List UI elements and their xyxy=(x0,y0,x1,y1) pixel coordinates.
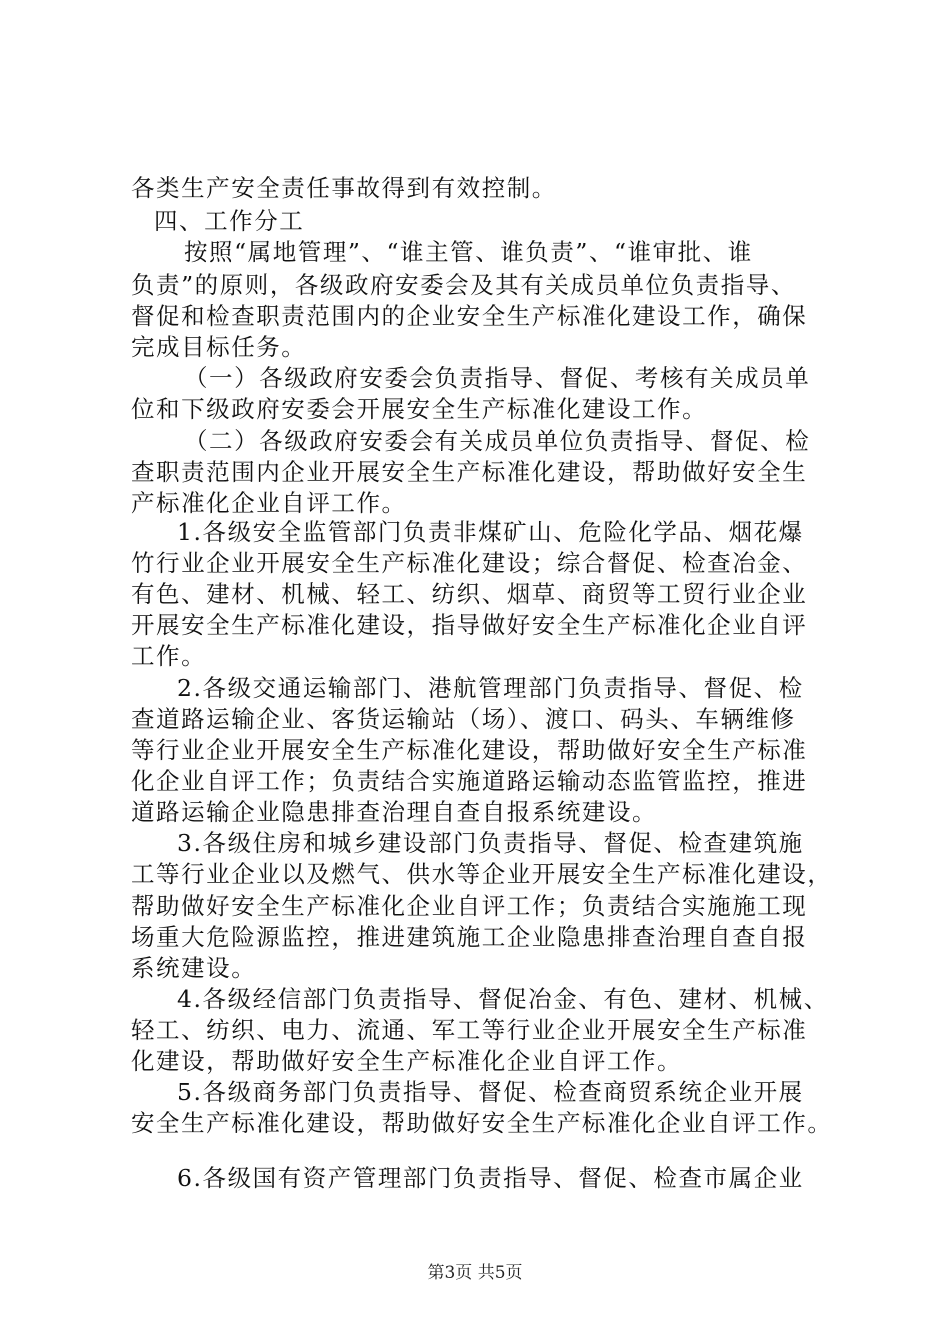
body-text-line: 场重大危险源监控，推进建筑施工企业隐患排查治理自查自报 xyxy=(131,923,808,951)
body-text-line: 产标准化企业自评工作。 xyxy=(131,489,407,517)
section-heading: 四、工作分工 xyxy=(154,207,305,235)
body-text-line: 6.各级国有资产管理部门负责指导、督促、检查市属企业 xyxy=(177,1164,804,1192)
body-text-line: 1.各级安全监管部门负责非煤矿山、危险化学品、烟花爆 xyxy=(177,518,804,546)
body-text-line: 化建设，帮助做好安全生产标准化企业自评工作。 xyxy=(131,1047,683,1075)
body-text-line: 道路运输企业隐患排查治理自查自报系统建设。 xyxy=(131,798,658,826)
body-text-line: 4.各级经信部门负责指导、督促冶金、有色、建材、机械、 xyxy=(177,985,829,1013)
body-text-line: 竹行业企业开展安全生产标准化建设；综合督促、检查冶金、 xyxy=(131,549,808,577)
body-text-line: （二）各级政府安委会有关成员单位负责指导、督促、检 xyxy=(184,427,811,455)
body-text-line: 有色、建材、机械、轻工、纺织、烟草、商贸等工贸行业企业 xyxy=(131,580,808,608)
body-text-line: 工等行业企业以及燃气、供水等企业开展安全生产标准化建设， xyxy=(131,860,833,888)
body-text-line: （一）各级政府安委会负责指导、督促、考核有关成员单 xyxy=(184,364,811,392)
body-text-line: 按照“属地管理”、“谁主管、谁负责”、“谁审批、谁 xyxy=(184,238,753,266)
body-text-line: 3.各级住房和城乡建设部门负责指导、督促、检查建筑施 xyxy=(177,829,804,857)
body-text-line: 系统建设。 xyxy=(131,954,257,982)
body-text-line: 开展安全生产标准化建设，指导做好安全生产标准化企业自评 xyxy=(131,611,808,639)
body-text-line: 负责”的原则，各级政府安委会及其有关成员单位负责指导、 xyxy=(131,271,796,299)
body-text-line: 安全生产标准化建设，帮助做好安全生产标准化企业自评工作。 xyxy=(131,1109,833,1137)
body-text-line: 查职责范围内企业开展安全生产标准化建设，帮助做好安全生 xyxy=(131,458,808,486)
body-text-line: 工作。 xyxy=(131,642,207,670)
body-text-line: 5.各级商务部门负责指导、督促、检查商贸系统企业开展 xyxy=(177,1078,804,1106)
body-text-line: 化企业自评工作；负责结合实施道路运输动态监管监控，推进 xyxy=(131,767,808,795)
body-text-line: 2.各级交通运输部门、港航管理部门负责指导、督促、检 xyxy=(177,674,804,702)
body-text-line: 等行业企业开展安全生产标准化建设，帮助做好安全生产标准 xyxy=(131,736,808,764)
body-text-line: 完成目标任务。 xyxy=(131,333,307,361)
page-number-footer: 第3页 共5页 xyxy=(427,1263,523,1283)
body-text-line: 位和下级政府安委会开展安全生产标准化建设工作。 xyxy=(131,395,708,423)
body-text-line: 督促和检查职责范围内的企业安全生产标准化建设工作，确保 xyxy=(131,302,808,330)
body-text-line: 查道路运输企业、客货运输站（场）、渡口、码头、车辆维修 xyxy=(131,705,796,733)
body-text-line: 各类生产安全责任事故得到有效控制。 xyxy=(131,174,557,202)
body-text-line: 轻工、纺织、电力、流通、军工等行业企业开展安全生产标准 xyxy=(131,1016,808,1044)
body-text-line: 帮助做好安全生产标准化企业自评工作；负责结合实施施工现 xyxy=(131,892,808,920)
